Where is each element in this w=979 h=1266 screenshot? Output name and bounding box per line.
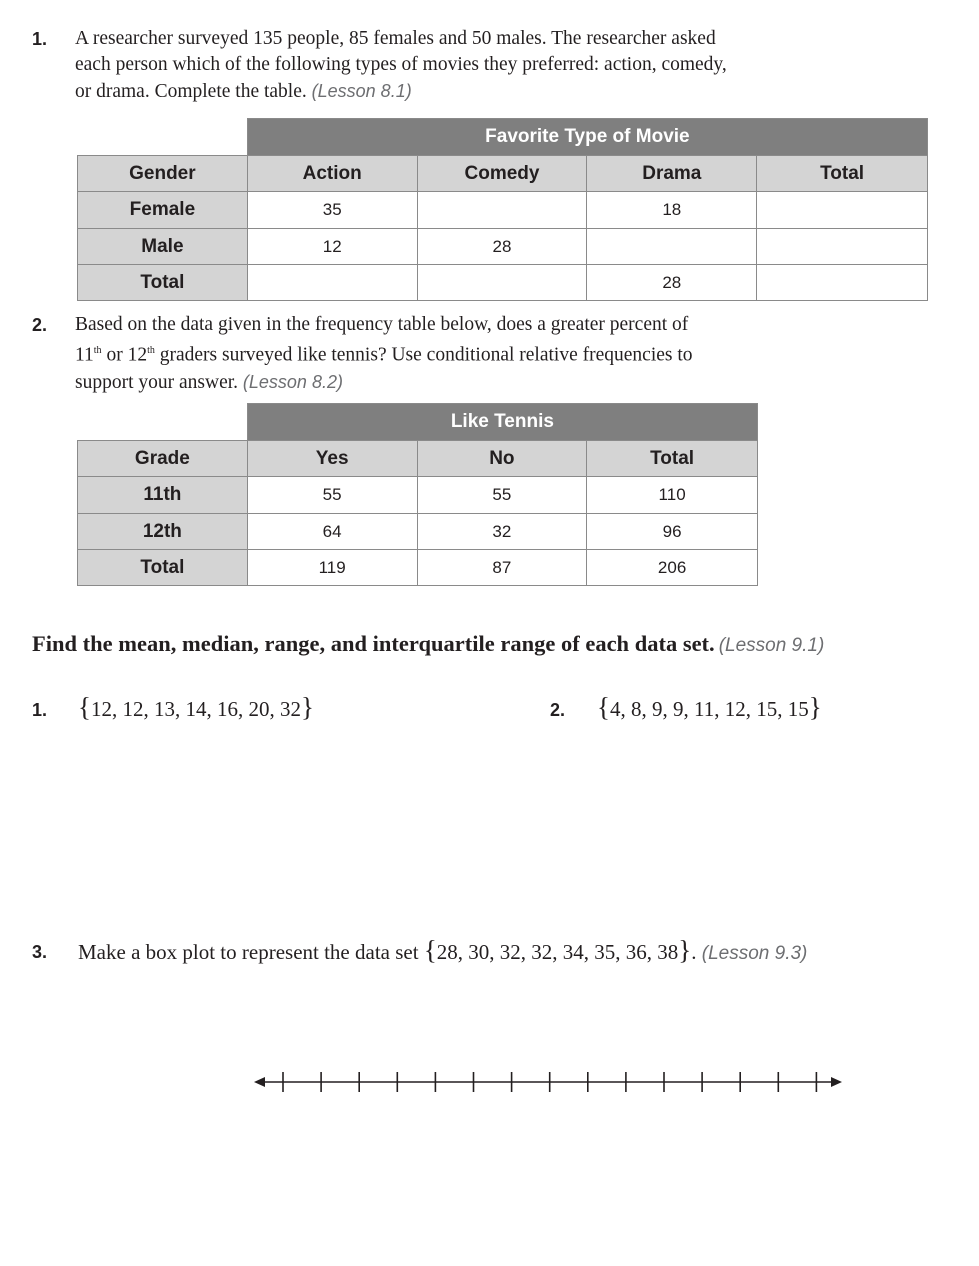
grade-a: 11 — [75, 344, 94, 366]
table-cell: 55 — [417, 477, 587, 514]
dataset-2 — [597, 692, 822, 723]
table-row — [78, 192, 928, 229]
dataset-2-number: 2. — [550, 700, 566, 720]
close-brace: } — [300, 692, 314, 722]
dataset-1 — [78, 692, 314, 723]
row-label: 11th — [78, 477, 248, 514]
table-header: Yes — [247, 441, 417, 477]
lesson-ref: (Lesson 9.3) — [701, 943, 808, 964]
table-cell: 28 — [417, 229, 587, 265]
question-2-line-2 — [75, 338, 835, 369]
table-header: Action — [247, 156, 417, 192]
question-1-text — [75, 26, 835, 105]
question-2-line-3 — [75, 369, 835, 396]
movie-table — [77, 118, 928, 301]
tennis-table-banner-row — [78, 404, 758, 441]
question-3-text — [78, 935, 807, 966]
question-1-number: 1. — [32, 29, 48, 49]
answer-cell[interactable] — [757, 229, 928, 265]
table-cell: 87 — [417, 550, 587, 586]
number-line[interactable] — [250, 1068, 846, 1098]
question-1-line-3 — [75, 78, 835, 105]
question-1-line-1: A researcher surveyed 135 people, 85 females and 50 males. The researcher asked — [75, 28, 716, 49]
question-3-prompt: Make a box plot to represent the data set — [78, 940, 419, 964]
word-or: or — [101, 344, 128, 366]
open-brace: { — [423, 935, 437, 965]
period: . — [691, 940, 697, 964]
open-brace: { — [78, 692, 91, 722]
table-header: Comedy — [417, 156, 587, 192]
table-row — [78, 265, 928, 301]
grade-b: 12 — [127, 344, 148, 366]
movie-table-header-row — [78, 156, 928, 192]
lesson-ref: (Lesson 8.2) — [242, 371, 343, 392]
left-arrow-icon — [254, 1077, 265, 1087]
table-cell: 64 — [247, 514, 417, 550]
row-label: 12th — [78, 514, 248, 550]
open-brace: { — [597, 692, 610, 722]
table-cell: 18 — [587, 192, 757, 229]
lesson-ref: (Lesson 8.1) — [311, 81, 412, 101]
table-cell: 55 — [247, 477, 417, 514]
table-header: Grade — [78, 441, 248, 477]
answer-cell[interactable] — [417, 265, 587, 301]
dataset-values: 4, 8, 9, 9, 11, 12, 15, 15 — [609, 697, 809, 721]
dataset-1-number: 1. — [32, 700, 48, 720]
table-cell: 119 — [247, 550, 417, 586]
movie-table-corner — [78, 119, 248, 156]
question-3-number: 3. — [32, 942, 48, 962]
answer-cell[interactable] — [757, 265, 928, 301]
question-2-number: 2. — [32, 315, 48, 335]
table-row — [78, 514, 758, 550]
answer-cell[interactable] — [587, 229, 757, 265]
table-row — [78, 477, 758, 514]
table-cell: 32 — [417, 514, 587, 550]
table-row — [78, 550, 758, 586]
table-cell: 35 — [247, 192, 417, 229]
grade-b-suffix: th — [147, 345, 155, 356]
table-header: Total — [587, 441, 758, 477]
movie-table-banner: Favorite Type of Movie — [247, 119, 927, 156]
grade-a-suffix: th — [93, 345, 102, 356]
section-2-heading-line — [32, 631, 962, 657]
row-label: Total — [78, 265, 248, 301]
table-header: Total — [757, 156, 928, 192]
table-cell: 206 — [587, 550, 758, 586]
question-2-line-2-rest: graders surveyed like tennis? Use conditional relative frequencies to — [154, 344, 693, 366]
row-label: Female — [78, 192, 248, 229]
table-cell: 110 — [587, 477, 758, 514]
section-heading: Find the mean, median, range, and interquartile range of each data set. — [32, 631, 715, 656]
right-arrow-icon — [831, 1077, 842, 1087]
row-label: Total — [78, 550, 248, 586]
table-header: No — [417, 441, 587, 477]
table-header: Gender — [78, 156, 248, 192]
dataset-values: 12, 12, 13, 14, 16, 20, 32 — [90, 697, 301, 721]
close-brace: } — [678, 935, 692, 965]
table-cell: 96 — [587, 514, 758, 550]
close-brace: } — [808, 692, 822, 722]
tennis-table-banner: Like Tennis — [247, 404, 757, 441]
box-plot-values: 28, 30, 32, 32, 34, 35, 36, 38 — [436, 940, 679, 964]
answer-cell[interactable] — [757, 192, 928, 229]
table-header: Drama — [587, 156, 757, 192]
question-1-line-3-text: or drama. Complete the table. — [75, 81, 307, 102]
answer-cell[interactable] — [247, 265, 417, 301]
question-2-text — [75, 312, 835, 396]
question-2-line-1: Based on the data given in the frequency table below, does a greater percent of — [75, 314, 689, 335]
tennis-table-header-row — [78, 441, 758, 477]
row-label: Male — [78, 229, 248, 265]
tennis-table-corner — [78, 404, 248, 441]
tennis-table — [77, 403, 758, 586]
answer-cell[interactable] — [417, 192, 587, 229]
movie-table-banner-row — [78, 119, 928, 156]
question-2-line-3-text: support your answer. — [75, 371, 239, 393]
table-row — [78, 229, 928, 265]
lesson-ref: (Lesson 9.1) — [718, 635, 825, 656]
question-1-line-2: each person which of the following types of movies they preferred: action, comedy, — [75, 54, 727, 75]
table-cell: 28 — [587, 265, 757, 301]
table-cell: 12 — [247, 229, 417, 265]
